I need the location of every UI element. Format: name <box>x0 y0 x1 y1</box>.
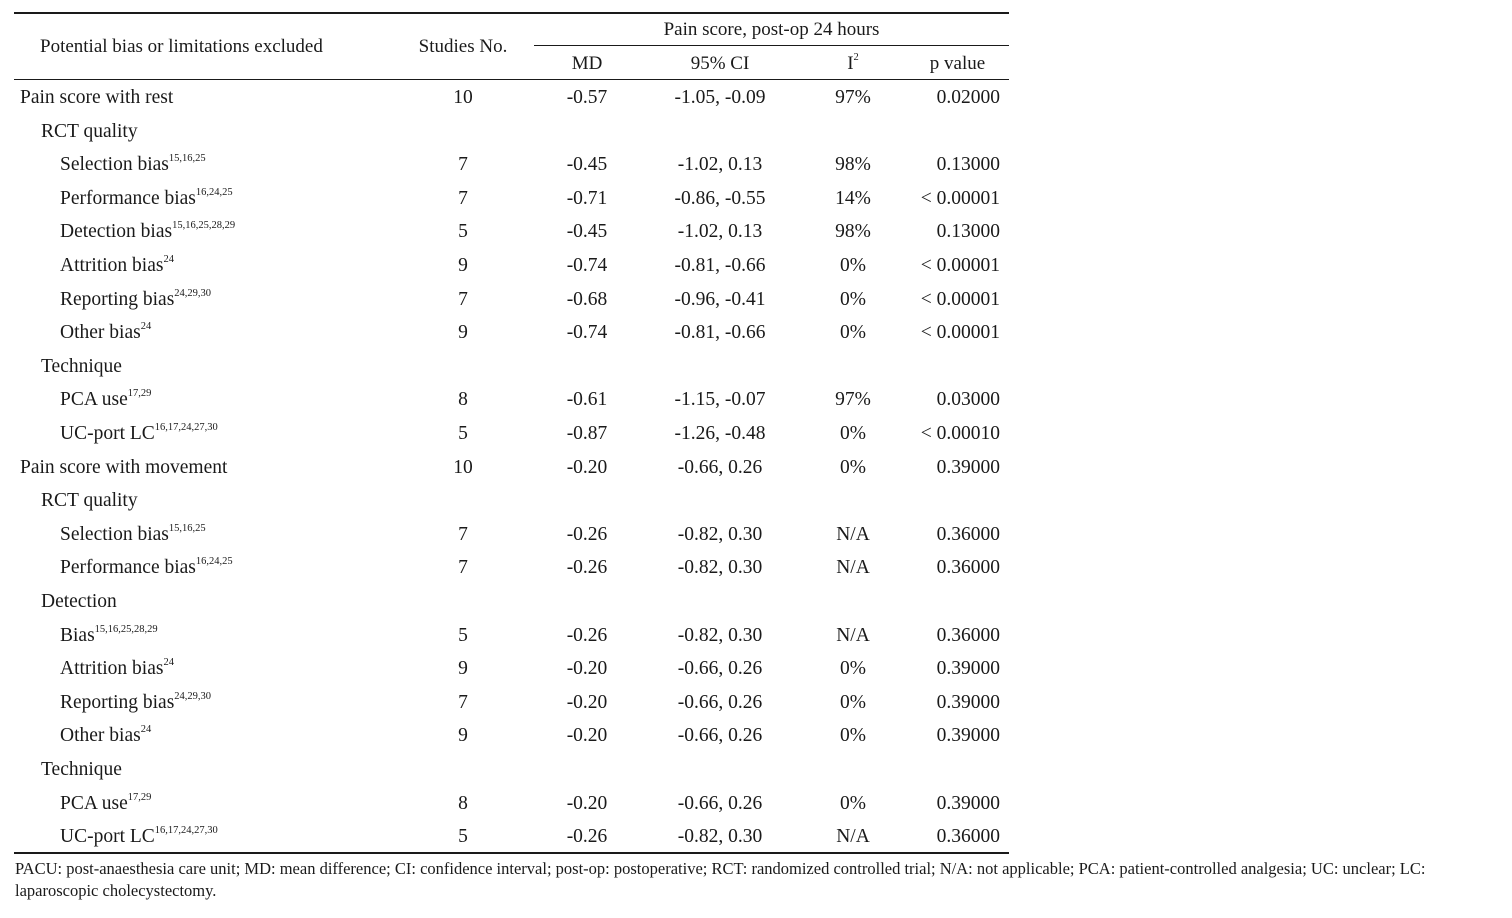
row-label-text: Pain score with rest <box>20 87 174 108</box>
row-label-text: Technique <box>41 759 122 780</box>
row-label-text: Pain score with movement <box>20 457 228 478</box>
reference-superscript: 15,16,25 <box>168 523 206 534</box>
cell-md: -0.26 <box>566 826 608 847</box>
cell-studies: 5 <box>458 625 468 646</box>
row-label <box>60 288 211 312</box>
row-label-text: PCA use <box>60 389 128 410</box>
cell-studies: 9 <box>458 255 468 276</box>
header-i2-sup: 2 <box>853 52 859 63</box>
row-label-text: Bias <box>60 625 95 646</box>
row-label-text: RCT quality <box>41 121 138 142</box>
row-label <box>60 792 151 816</box>
row-label <box>20 456 227 480</box>
cell-p-value: < 0.00001 <box>920 255 1000 276</box>
header-ci: 95% CI <box>690 53 750 74</box>
header-i2 <box>818 52 888 76</box>
cell-p-value: 0.36000 <box>936 524 1000 545</box>
row-label-text: Technique <box>41 356 122 377</box>
cell-ci: -0.96, -0.41 <box>674 289 766 310</box>
row-label <box>41 489 138 513</box>
cell-studies: 7 <box>458 188 468 209</box>
cell-md: -0.26 <box>566 557 608 578</box>
row-label-text: Selection bias <box>60 154 169 175</box>
row-label-text: UC-port LC <box>60 423 155 444</box>
cell-i2: N/A <box>836 625 870 646</box>
reference-superscript: 24,29,30 <box>174 691 212 702</box>
cell-i2: 0% <box>840 289 866 310</box>
cell-p-value: 0.02000 <box>936 87 1000 108</box>
cell-md: -0.20 <box>566 793 608 814</box>
cell-i2: 97% <box>835 389 871 410</box>
row-label-text: Attrition bias <box>60 255 164 276</box>
cell-i2: 0% <box>840 658 866 679</box>
cell-p-value: 0.13000 <box>936 221 1000 242</box>
cell-i2: N/A <box>836 524 870 545</box>
cell-studies: 7 <box>458 557 468 578</box>
row-label <box>60 523 206 547</box>
cell-ci: -1.02, 0.13 <box>677 221 763 242</box>
header-i2-base: I <box>847 53 854 74</box>
cell-ci: -0.86, -0.55 <box>674 188 766 209</box>
reference-superscript: 24 <box>163 254 174 265</box>
row-label <box>20 86 173 110</box>
cell-studies: 5 <box>458 423 468 444</box>
cell-ci: -0.82, 0.30 <box>677 625 763 646</box>
cell-ci: -1.26, -0.48 <box>674 423 766 444</box>
cell-p-value: 0.13000 <box>936 154 1000 175</box>
row-label <box>41 355 122 379</box>
cell-ci: -0.82, 0.30 <box>677 557 763 578</box>
group-header-rule <box>534 45 1009 46</box>
cell-ci: -0.66, 0.26 <box>677 457 763 478</box>
cell-p-value: < 0.00001 <box>920 289 1000 310</box>
cell-studies: 9 <box>458 658 468 679</box>
cell-i2: 98% <box>835 154 871 175</box>
cell-md: -0.74 <box>566 322 608 343</box>
row-label <box>60 321 151 345</box>
cell-studies: 7 <box>458 154 468 175</box>
cell-i2: 97% <box>835 87 871 108</box>
cell-i2: 0% <box>840 692 866 713</box>
reference-superscript: 24 <box>163 657 174 668</box>
cell-md: -0.20 <box>566 457 608 478</box>
cell-p-value: 0.39000 <box>936 793 1000 814</box>
reference-superscript: 24 <box>140 321 152 332</box>
cell-ci: -0.66, 0.26 <box>677 692 763 713</box>
header-studies: Studies No. <box>418 36 508 57</box>
row-label <box>41 590 117 614</box>
cell-i2: 0% <box>840 457 866 478</box>
cell-studies: 7 <box>458 289 468 310</box>
row-label <box>60 657 174 681</box>
cell-i2: 0% <box>840 255 866 276</box>
cell-ci: -1.02, 0.13 <box>677 154 763 175</box>
row-label <box>41 120 138 144</box>
cell-ci: -0.82, 0.30 <box>677 524 763 545</box>
reference-superscript: 15,16,25,28,29 <box>172 220 236 231</box>
row-label <box>60 691 211 715</box>
cell-ci: -0.81, -0.66 <box>674 255 766 276</box>
cell-p-value: 0.36000 <box>936 826 1000 847</box>
row-label <box>60 724 151 748</box>
cell-p-value: 0.03000 <box>936 389 1000 410</box>
cell-i2: N/A <box>836 557 870 578</box>
cell-p-value: 0.36000 <box>936 625 1000 646</box>
cell-studies: 8 <box>458 793 468 814</box>
row-label <box>60 422 218 446</box>
cell-md: -0.61 <box>566 389 608 410</box>
reference-superscript: 24 <box>140 724 152 735</box>
header-label: Potential bias or limitations excluded <box>40 36 323 57</box>
cell-ci: -1.15, -0.07 <box>674 389 766 410</box>
row-label-text: Performance bias <box>60 188 196 209</box>
cell-studies: 7 <box>458 692 468 713</box>
cell-p-value: 0.39000 <box>936 725 1000 746</box>
reference-superscript: 16,17,24,27,30 <box>154 825 218 836</box>
cell-i2: 0% <box>840 322 866 343</box>
row-label-text: Attrition bias <box>60 658 164 679</box>
row-label-text: Selection bias <box>60 524 169 545</box>
cell-ci: -0.81, -0.66 <box>674 322 766 343</box>
cell-ci: -0.66, 0.26 <box>677 793 763 814</box>
cell-md: -0.20 <box>566 692 608 713</box>
header-p-value: p value <box>929 53 986 74</box>
row-label <box>60 187 233 211</box>
row-label-text: Detection <box>41 591 117 612</box>
row-label <box>60 220 235 244</box>
cell-i2: 14% <box>835 188 871 209</box>
cell-md: -0.68 <box>566 289 608 310</box>
reference-superscript: 16,24,25 <box>195 556 233 567</box>
cell-i2: 0% <box>840 423 866 444</box>
reference-superscript: 17,29 <box>127 792 152 803</box>
cell-ci: -0.66, 0.26 <box>677 725 763 746</box>
row-label <box>60 624 158 648</box>
row-label-text: RCT quality <box>41 490 138 511</box>
row-label-text: Detection bias <box>60 221 173 242</box>
cell-p-value: 0.39000 <box>936 658 1000 679</box>
cell-md: -0.26 <box>566 524 608 545</box>
cell-p-value: 0.39000 <box>936 457 1000 478</box>
cell-i2: 0% <box>840 725 866 746</box>
reference-superscript: 15,16,25 <box>168 153 206 164</box>
cell-i2: 98% <box>835 221 871 242</box>
cell-p-value: < 0.00001 <box>920 322 1000 343</box>
row-label-text: Other bias <box>60 725 141 746</box>
row-label-text: PCA use <box>60 793 128 814</box>
cell-i2: N/A <box>836 826 870 847</box>
cell-md: -0.20 <box>566 658 608 679</box>
cell-p-value: < 0.00010 <box>920 423 1000 444</box>
row-label-text: Reporting bias <box>60 289 175 310</box>
cell-studies: 7 <box>458 524 468 545</box>
row-label-text: Performance bias <box>60 557 196 578</box>
header-md: MD <box>571 53 603 74</box>
cell-p-value: < 0.00001 <box>920 188 1000 209</box>
reference-superscript: 15,16,25,28,29 <box>94 624 158 635</box>
table-footnote: PACU: post-anaesthesia care unit; MD: mean difference; CI: confidence interval; post-op: postoperative; RCT: randomized controlled trial; N/A: not applicable; PCA: patient-controlled analgesia; UC: unclear; LC: laparoscopic cholecystectomy. <box>15 859 1426 900</box>
cell-studies: 10 <box>453 87 473 108</box>
cell-i2: 0% <box>840 793 866 814</box>
row-label <box>60 825 218 849</box>
cell-ci: -1.05, -0.09 <box>674 87 766 108</box>
cell-md: -0.74 <box>566 255 608 276</box>
reference-superscript: 17,29 <box>127 388 152 399</box>
row-label-text: UC-port LC <box>60 826 155 847</box>
row-label <box>41 758 122 782</box>
row-label-text: Reporting bias <box>60 692 175 713</box>
row-label <box>60 388 151 412</box>
row-label <box>60 254 174 278</box>
table-top-rule <box>14 12 1009 14</box>
reference-superscript: 16,17,24,27,30 <box>154 422 218 433</box>
cell-md: -0.45 <box>566 154 608 175</box>
table-bottom-rule <box>14 852 1009 854</box>
cell-studies: 5 <box>458 221 468 242</box>
cell-studies: 9 <box>458 725 468 746</box>
header-group-pain-score: Pain score, post-op 24 hours <box>663 19 880 40</box>
cell-studies: 8 <box>458 389 468 410</box>
row-label <box>60 153 206 177</box>
reference-superscript: 16,24,25 <box>195 187 233 198</box>
cell-md: -0.57 <box>566 87 608 108</box>
cell-md: -0.20 <box>566 725 608 746</box>
cell-ci: -0.66, 0.26 <box>677 658 763 679</box>
cell-md: -0.45 <box>566 221 608 242</box>
row-label-text: Other bias <box>60 322 141 343</box>
cell-studies: 9 <box>458 322 468 343</box>
header-bottom-rule <box>14 79 1009 80</box>
cell-md: -0.87 <box>566 423 608 444</box>
cell-p-value: 0.36000 <box>936 557 1000 578</box>
cell-p-value: 0.39000 <box>936 692 1000 713</box>
cell-md: -0.71 <box>566 188 608 209</box>
cell-studies: 5 <box>458 826 468 847</box>
row-label <box>60 556 233 580</box>
cell-studies: 10 <box>453 457 473 478</box>
cell-md: -0.26 <box>566 625 608 646</box>
cell-ci: -0.82, 0.30 <box>677 826 763 847</box>
reference-superscript: 24,29,30 <box>174 288 212 299</box>
